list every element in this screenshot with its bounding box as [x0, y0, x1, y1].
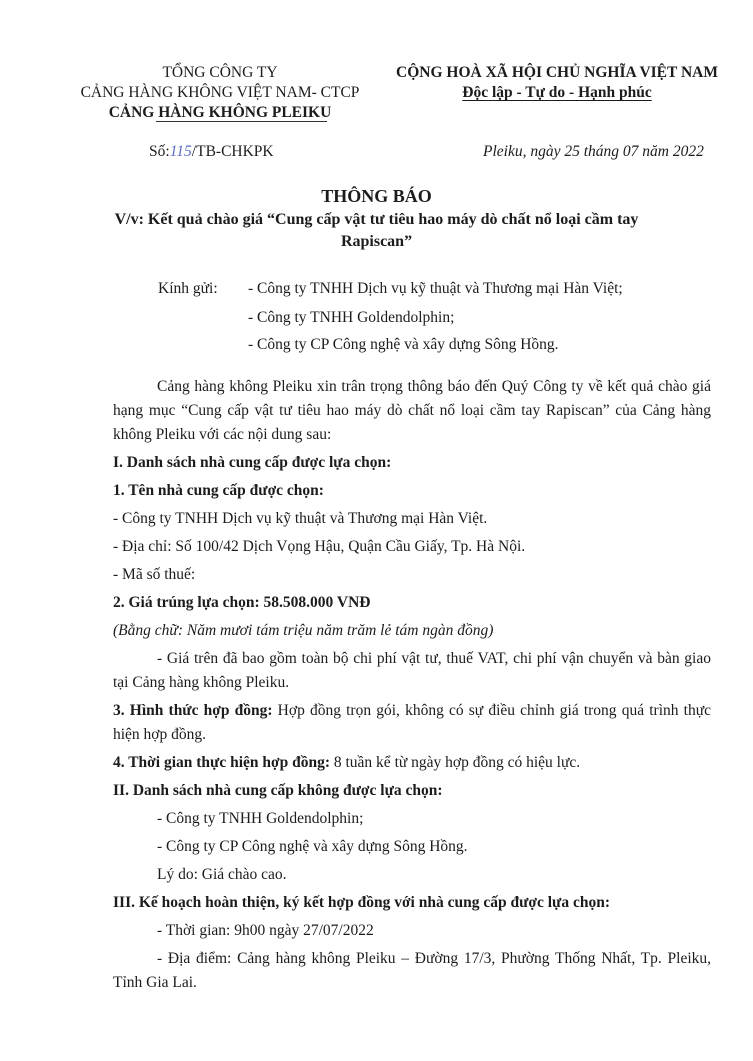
section-2-heading: II. Danh sách nhà cung cấp không được lựa chọn:	[113, 782, 443, 799]
signing-location: - Địa điểm: Cảng hàng không Pleiku – Đường 17/3, Phường Thống Nhất, Tp. Pleiku, Tỉnh Gia Lai.	[113, 950, 711, 991]
issuer-corporation: CẢNG HÀNG KHÔNG VIỆT NAM- CTCP	[80, 84, 360, 101]
section-1-1-heading: 1. Tên nhà cung cấp được chọn:	[113, 482, 324, 499]
issuer-unit	[60, 103, 380, 123]
contract-duration	[113, 751, 711, 775]
rejection-reason: Lý do: Giá chào cao.	[157, 866, 287, 883]
section-1-heading: I. Danh sách nhà cung cấp được lựa chọn:	[113, 454, 392, 471]
doc-number-prefix: Số:	[149, 143, 170, 160]
recipients-label: Kính gửi:	[158, 280, 218, 297]
signing-time: - Thời gian: 9h00 ngày 27/07/2022	[157, 922, 374, 939]
duration-label: 4. Thời gian thực hiện hợp đồng:	[113, 754, 330, 771]
issuer-unit-text: CẢNG HÀNG KHÔNG PLEIKU	[108, 104, 332, 121]
tax-code: - Mã số thuế:	[113, 566, 196, 583]
doc-number	[149, 143, 274, 161]
contract-form	[113, 699, 711, 747]
section-3-heading: III. Kế hoạch hoàn thiện, ký kết hợp đồng với nhà cung cấp được lựa chọn:	[113, 894, 610, 911]
issuer-block	[60, 63, 380, 123]
motto	[372, 83, 742, 103]
price-note: - Giá trên đã bao gồm toàn bộ chi phí vật tư, thuế VAT, chi phí vận chuyển và bàn giao tại Cảng hàng không Pleiku.	[113, 650, 711, 691]
contract-form-label: 3. Hình thức hợp đồng:	[113, 702, 273, 719]
price-in-words: (Bằng chữ: Năm mươi tám triệu năm trăm lẻ tám ngàn đồng)	[113, 622, 494, 639]
subject	[0, 209, 753, 253]
doc-number-handwritten: 115	[169, 143, 192, 160]
national-heading	[372, 63, 742, 103]
issuer-parent: TỔNG CÔNG TY	[162, 64, 278, 81]
company-address: - Địa chỉ: Số 100/42 Dịch Vọng Hậu, Quận Cầu Giấy, Tp. Hà Nội.	[113, 538, 526, 555]
notice-body	[113, 375, 711, 999]
not-selected-item: - Công ty CP Công nghệ và xây dựng Sông Hồng.	[157, 838, 468, 855]
not-selected-item: - Công ty TNHH Goldendolphin;	[157, 810, 364, 827]
issuer-underline	[156, 121, 327, 122]
duration-text: 8 tuần kể từ ngày hợp đồng có hiệu lực.	[330, 754, 581, 771]
nation-name: CỘNG HOÀ XÃ HỘI CHỦ NGHĨA VIỆT NAM	[396, 64, 718, 81]
motto-text: Độc lập - Tự do - Hạnh phúc	[462, 84, 652, 101]
winning-price: 2. Giá trúng lựa chọn: 58.508.000 VNĐ	[113, 594, 371, 611]
selected-company: - Công ty TNHH Dịch vụ kỹ thuật và Thương mại Hàn Việt.	[113, 510, 488, 527]
page-title: THÔNG BÁO	[321, 186, 432, 206]
contract-form-text: Hợp đồng trọn gói, không có sự điều chỉnh giá trong quá trình thực hiện hợp đồng.	[113, 702, 712, 743]
subject-line-2: Rapiscan”	[340, 233, 413, 250]
recipient-item: - Công ty CP Công nghệ và xây dựng Sông Hồng.	[248, 336, 559, 353]
place-date: Pleiku, ngày 25 tháng 07 năm 2022	[483, 143, 704, 160]
intro-paragraph: Cảng hàng không Pleiku xin trân trọng thông báo đến Quý Công ty về kết quả chào giá hạng mục “Cung cấp vật tư tiêu hao máy dò chất nổ loại cầm tay Rapiscan” của Cảng hàng không Pleiku với các nội dung sau:	[113, 378, 711, 443]
recipient-item: - Công ty TNHH Dịch vụ kỹ thuật và Thương mại Hàn Việt;	[248, 280, 623, 297]
recipient-item: - Công ty TNHH Goldendolphin;	[248, 309, 455, 326]
subject-line-1: V/v: Kết quả chào giá “Cung cấp vật tư tiêu hao máy dò chất nổ loại cầm tay	[114, 211, 639, 228]
doc-number-suffix: /TB-CHKPK	[191, 143, 274, 160]
